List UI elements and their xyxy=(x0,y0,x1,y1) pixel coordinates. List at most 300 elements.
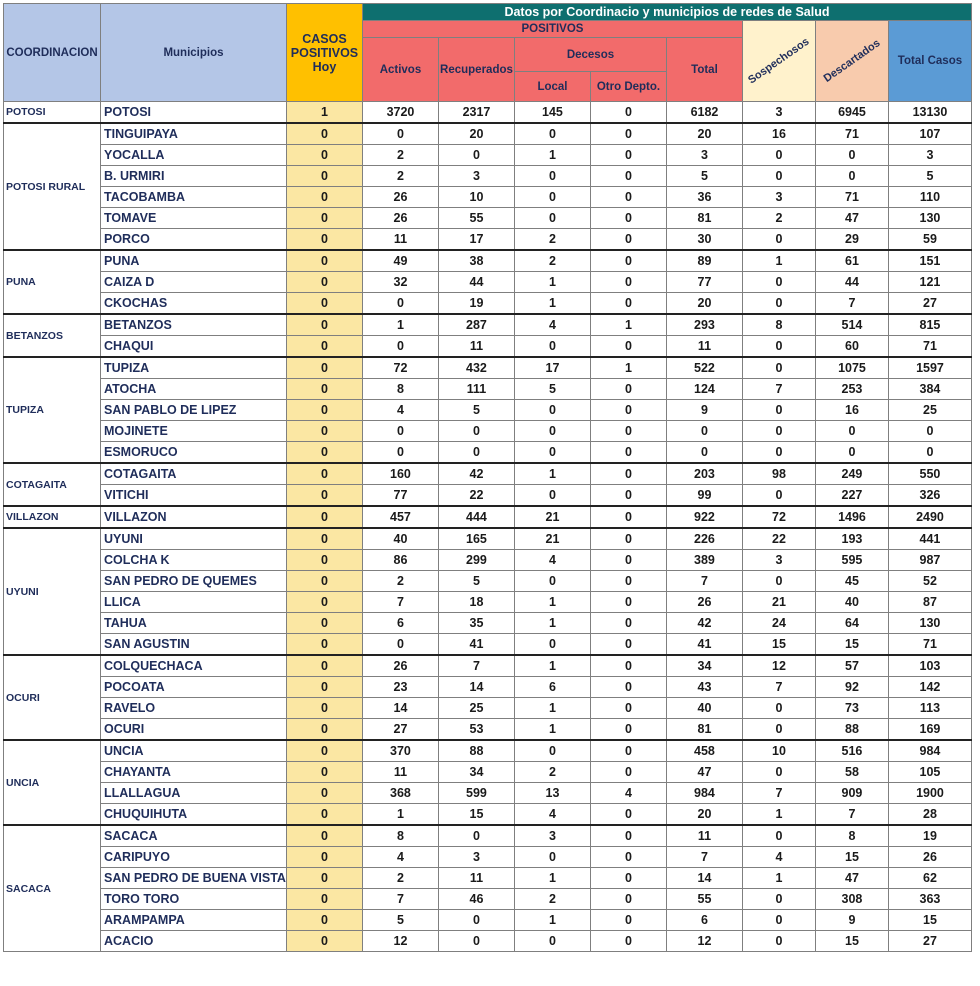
municipio-cell: ATOCHA xyxy=(101,379,287,400)
municipio-cell: TOMAVE xyxy=(101,208,287,229)
value-cell: 57 xyxy=(815,655,888,677)
value-cell: 15 xyxy=(742,634,815,656)
value-cell: 36 xyxy=(666,187,742,208)
value-cell: 0 xyxy=(666,421,742,442)
value-cell: 0 xyxy=(888,442,971,464)
coordinacion-cell: BETANZOS xyxy=(4,314,101,357)
coordinacion-cell: SACACA xyxy=(4,825,101,952)
table-row xyxy=(4,293,972,315)
table-row xyxy=(4,868,972,889)
value-cell: 13130 xyxy=(888,102,971,124)
table-row xyxy=(4,847,972,868)
municipio-cell: PUNA xyxy=(101,250,287,272)
table-row xyxy=(4,421,972,442)
value-cell: 4 xyxy=(590,783,666,804)
table-row xyxy=(4,357,972,379)
value-cell: 5 xyxy=(438,400,514,421)
value-cell: 0 xyxy=(590,272,666,293)
table-row xyxy=(4,166,972,187)
value-cell: 0 xyxy=(742,719,815,741)
value-cell: 444 xyxy=(438,506,514,528)
value-cell: 0 xyxy=(590,336,666,358)
casos-hoy-cell: 0 xyxy=(286,208,362,229)
value-cell: 1 xyxy=(514,613,590,634)
value-cell: 7 xyxy=(815,293,888,315)
value-cell: 43 xyxy=(666,677,742,698)
casos-hoy-cell: 0 xyxy=(286,804,362,826)
value-cell: 0 xyxy=(590,528,666,550)
coordinacion-cell: POTOSI RURAL xyxy=(4,123,101,250)
value-cell: 40 xyxy=(815,592,888,613)
value-cell: 20 xyxy=(666,293,742,315)
municipio-cell: SAN PEDRO DE QUEMES xyxy=(101,571,287,592)
municipio-cell: ESMORUCO xyxy=(101,442,287,464)
value-cell: 26 xyxy=(362,208,438,229)
header-total-casos: Total Casos xyxy=(888,21,971,102)
casos-hoy-cell: 0 xyxy=(286,187,362,208)
casos-hoy-cell: 0 xyxy=(286,868,362,889)
value-cell: 15 xyxy=(815,847,888,868)
casos-hoy-cell: 0 xyxy=(286,847,362,868)
value-cell: 0 xyxy=(514,931,590,952)
value-cell: 0 xyxy=(514,634,590,656)
value-cell: 47 xyxy=(815,208,888,229)
value-cell: 11 xyxy=(438,868,514,889)
municipio-cell: LLICA xyxy=(101,592,287,613)
value-cell: 7 xyxy=(362,889,438,910)
header-local: Local xyxy=(514,72,590,102)
value-cell: 1 xyxy=(514,145,590,166)
municipio-cell: SAN PABLO DE LIPEZ xyxy=(101,400,287,421)
value-cell: 4 xyxy=(742,847,815,868)
value-cell: 0 xyxy=(590,931,666,952)
casos-hoy-cell: 0 xyxy=(286,379,362,400)
header-decesos: Decesos xyxy=(514,38,666,72)
value-cell: 99 xyxy=(666,485,742,507)
casos-hoy-cell: 0 xyxy=(286,613,362,634)
value-cell: 0 xyxy=(514,336,590,358)
table-row xyxy=(4,272,972,293)
value-cell: 0 xyxy=(590,293,666,315)
value-cell: 77 xyxy=(362,485,438,507)
value-cell: 7 xyxy=(815,804,888,826)
value-cell: 293 xyxy=(666,314,742,336)
value-cell: 5 xyxy=(888,166,971,187)
value-cell: 20 xyxy=(666,804,742,826)
value-cell: 7 xyxy=(362,592,438,613)
casos-hoy-cell: 0 xyxy=(286,910,362,931)
value-cell: 151 xyxy=(888,250,971,272)
value-cell: 1 xyxy=(514,910,590,931)
value-cell: 0 xyxy=(590,698,666,719)
casos-hoy-cell: 0 xyxy=(286,123,362,145)
value-cell: 60 xyxy=(815,336,888,358)
value-cell: 3 xyxy=(742,550,815,571)
municipio-cell: CHAQUI xyxy=(101,336,287,358)
value-cell: 1 xyxy=(514,719,590,741)
table-row xyxy=(4,550,972,571)
value-cell: 29 xyxy=(815,229,888,251)
value-cell: 0 xyxy=(590,613,666,634)
value-cell: 130 xyxy=(888,613,971,634)
casos-hoy-cell: 0 xyxy=(286,550,362,571)
value-cell: 23 xyxy=(362,677,438,698)
municipio-cell: PORCO xyxy=(101,229,287,251)
value-cell: 308 xyxy=(815,889,888,910)
value-cell: 25 xyxy=(888,400,971,421)
municipio-cell: VILLAZON xyxy=(101,506,287,528)
table-row xyxy=(4,655,972,677)
value-cell: 165 xyxy=(438,528,514,550)
value-cell: 432 xyxy=(438,357,514,379)
value-cell: 81 xyxy=(666,208,742,229)
header-activos: Activos xyxy=(362,38,438,102)
value-cell: 8 xyxy=(362,825,438,847)
value-cell: 21 xyxy=(514,528,590,550)
value-cell: 458 xyxy=(666,740,742,762)
value-cell: 0 xyxy=(590,740,666,762)
value-cell: 1 xyxy=(514,293,590,315)
value-cell: 41 xyxy=(438,634,514,656)
casos-hoy-cell: 0 xyxy=(286,421,362,442)
value-cell: 0 xyxy=(514,123,590,145)
casos-hoy-cell: 0 xyxy=(286,783,362,804)
value-cell: 72 xyxy=(362,357,438,379)
value-cell: 1496 xyxy=(815,506,888,528)
value-cell: 81 xyxy=(666,719,742,741)
value-cell: 111 xyxy=(438,379,514,400)
casos-hoy-cell: 0 xyxy=(286,400,362,421)
value-cell: 49 xyxy=(362,250,438,272)
table-row xyxy=(4,825,972,847)
value-cell: 61 xyxy=(815,250,888,272)
value-cell: 42 xyxy=(666,613,742,634)
value-cell: 249 xyxy=(815,463,888,485)
municipio-cell: SAN AGUSTIN xyxy=(101,634,287,656)
value-cell: 1900 xyxy=(888,783,971,804)
value-cell: 0 xyxy=(815,145,888,166)
value-cell: 3 xyxy=(888,145,971,166)
value-cell: 16 xyxy=(815,400,888,421)
value-cell: 0 xyxy=(742,400,815,421)
value-cell: 169 xyxy=(888,719,971,741)
value-cell: 3 xyxy=(438,166,514,187)
value-cell: 0 xyxy=(362,293,438,315)
value-cell: 40 xyxy=(362,528,438,550)
value-cell: 3 xyxy=(742,187,815,208)
value-cell: 0 xyxy=(742,145,815,166)
value-cell: 5 xyxy=(514,379,590,400)
value-cell: 0 xyxy=(514,485,590,507)
value-cell: 12 xyxy=(362,931,438,952)
value-cell: 253 xyxy=(815,379,888,400)
casos-hoy-cell: 0 xyxy=(286,442,362,464)
value-cell: 1 xyxy=(590,314,666,336)
value-cell: 0 xyxy=(590,847,666,868)
casos-hoy-cell: 0 xyxy=(286,250,362,272)
value-cell: 0 xyxy=(590,229,666,251)
value-cell: 0 xyxy=(815,442,888,464)
value-cell: 0 xyxy=(514,847,590,868)
table-row xyxy=(4,889,972,910)
value-cell: 0 xyxy=(590,634,666,656)
value-cell: 38 xyxy=(438,250,514,272)
value-cell: 0 xyxy=(362,123,438,145)
value-cell: 0 xyxy=(742,293,815,315)
value-cell: 0 xyxy=(742,485,815,507)
value-cell: 514 xyxy=(815,314,888,336)
value-cell: 21 xyxy=(742,592,815,613)
value-cell: 64 xyxy=(815,613,888,634)
value-cell: 984 xyxy=(666,783,742,804)
value-cell: 52 xyxy=(888,571,971,592)
value-cell: 0 xyxy=(438,825,514,847)
municipio-cell: BETANZOS xyxy=(101,314,287,336)
value-cell: 98 xyxy=(742,463,815,485)
value-cell: 0 xyxy=(742,762,815,783)
value-cell: 7 xyxy=(666,847,742,868)
header-casos-hoy: CASOS POSITIVOS Hoy xyxy=(286,4,362,102)
value-cell: 1 xyxy=(514,698,590,719)
value-cell: 0 xyxy=(514,187,590,208)
casos-hoy-cell: 0 xyxy=(286,889,362,910)
coordinacion-cell: UYUNI xyxy=(4,528,101,655)
value-cell: 62 xyxy=(888,868,971,889)
value-cell: 0 xyxy=(438,421,514,442)
table-row xyxy=(4,698,972,719)
table-row xyxy=(4,783,972,804)
casos-hoy-cell: 0 xyxy=(286,528,362,550)
value-cell: 1 xyxy=(514,592,590,613)
value-cell: 15 xyxy=(815,634,888,656)
value-cell: 0 xyxy=(590,442,666,464)
table-row xyxy=(4,314,972,336)
value-cell: 14 xyxy=(438,677,514,698)
value-cell: 2 xyxy=(514,250,590,272)
value-cell: 58 xyxy=(815,762,888,783)
value-cell: 0 xyxy=(514,442,590,464)
value-cell: 922 xyxy=(666,506,742,528)
value-cell: 88 xyxy=(438,740,514,762)
value-cell: 17 xyxy=(514,357,590,379)
value-cell: 3 xyxy=(742,102,815,124)
value-cell: 0 xyxy=(590,102,666,124)
table-row xyxy=(4,463,972,485)
sospechosos-label: Sospechosos xyxy=(746,35,812,87)
value-cell: 124 xyxy=(666,379,742,400)
value-cell: 8 xyxy=(815,825,888,847)
value-cell: 0 xyxy=(590,421,666,442)
header-coordinacion: COORDINACION xyxy=(4,4,101,102)
casos-hoy-cell: 0 xyxy=(286,357,362,379)
casos-hoy-cell: 0 xyxy=(286,740,362,762)
covid-table-container xyxy=(3,3,972,952)
value-cell: 0 xyxy=(514,421,590,442)
table-row xyxy=(4,102,972,124)
value-cell: 0 xyxy=(742,357,815,379)
casos-hoy-cell: 0 xyxy=(286,571,362,592)
table-row xyxy=(4,145,972,166)
value-cell: 89 xyxy=(666,250,742,272)
value-cell: 0 xyxy=(742,272,815,293)
casos-hoy-cell: 0 xyxy=(286,506,362,528)
value-cell: 0 xyxy=(438,145,514,166)
value-cell: 2 xyxy=(514,229,590,251)
municipio-cell: TAHUA xyxy=(101,613,287,634)
value-cell: 11 xyxy=(362,762,438,783)
municipio-cell: OCURI xyxy=(101,719,287,741)
value-cell: 20 xyxy=(666,123,742,145)
value-cell: 11 xyxy=(438,336,514,358)
table-row xyxy=(4,336,972,358)
value-cell: 2317 xyxy=(438,102,514,124)
value-cell: 55 xyxy=(666,889,742,910)
table-header xyxy=(4,4,972,102)
value-cell: 10 xyxy=(438,187,514,208)
value-cell: 0 xyxy=(815,166,888,187)
value-cell: 0 xyxy=(362,634,438,656)
value-cell: 34 xyxy=(666,655,742,677)
value-cell: 815 xyxy=(888,314,971,336)
table-row xyxy=(4,719,972,741)
casos-hoy-cell: 0 xyxy=(286,698,362,719)
table-row xyxy=(4,208,972,229)
value-cell: 16 xyxy=(742,123,815,145)
value-cell: 2 xyxy=(514,889,590,910)
value-cell: 0 xyxy=(590,166,666,187)
casos-hoy-cell: 0 xyxy=(286,485,362,507)
value-cell: 299 xyxy=(438,550,514,571)
municipio-cell: LLALLAGUA xyxy=(101,783,287,804)
value-cell: 226 xyxy=(666,528,742,550)
casos-hoy-cell: 0 xyxy=(286,677,362,698)
casos-hoy-cell: 0 xyxy=(286,719,362,741)
covid-data-table xyxy=(3,3,972,952)
value-cell: 384 xyxy=(888,379,971,400)
value-cell: 15 xyxy=(888,910,971,931)
value-cell: 8 xyxy=(362,379,438,400)
value-cell: 0 xyxy=(590,804,666,826)
value-cell: 0 xyxy=(590,208,666,229)
value-cell: 0 xyxy=(362,421,438,442)
table-row xyxy=(4,804,972,826)
table-row xyxy=(4,123,972,145)
value-cell: 71 xyxy=(888,634,971,656)
coordinacion-cell: OCURI xyxy=(4,655,101,740)
header-otro-depto: Otro Depto. xyxy=(590,72,666,102)
value-cell: 145 xyxy=(514,102,590,124)
value-cell: 30 xyxy=(666,229,742,251)
coordinacion-cell: PUNA xyxy=(4,250,101,314)
value-cell: 73 xyxy=(815,698,888,719)
municipio-cell: TORO TORO xyxy=(101,889,287,910)
value-cell: 0 xyxy=(590,400,666,421)
value-cell: 363 xyxy=(888,889,971,910)
table-row xyxy=(4,250,972,272)
value-cell: 2 xyxy=(362,145,438,166)
value-cell: 2 xyxy=(514,762,590,783)
value-cell: 35 xyxy=(438,613,514,634)
value-cell: 599 xyxy=(438,783,514,804)
descartados-label: Descartados xyxy=(821,37,883,85)
value-cell: 0 xyxy=(888,421,971,442)
value-cell: 0 xyxy=(742,698,815,719)
value-cell: 0 xyxy=(514,571,590,592)
municipio-cell: POCOATA xyxy=(101,677,287,698)
table-row xyxy=(4,400,972,421)
casos-hoy-cell: 0 xyxy=(286,463,362,485)
value-cell: 0 xyxy=(590,868,666,889)
value-cell: 9 xyxy=(815,910,888,931)
table-row xyxy=(4,762,972,783)
value-cell: 26 xyxy=(666,592,742,613)
value-cell: 105 xyxy=(888,762,971,783)
value-cell: 77 xyxy=(666,272,742,293)
value-cell: 3720 xyxy=(362,102,438,124)
municipio-cell: SAN PEDRO DE BUENA VISTA xyxy=(101,868,287,889)
value-cell: 2 xyxy=(742,208,815,229)
table-row xyxy=(4,592,972,613)
value-cell: 0 xyxy=(590,145,666,166)
municipio-cell: CKOCHAS xyxy=(101,293,287,315)
table-row xyxy=(4,571,972,592)
value-cell: 0 xyxy=(590,123,666,145)
value-cell: 9 xyxy=(666,400,742,421)
municipio-cell: SACACA xyxy=(101,825,287,847)
value-cell: 0 xyxy=(742,166,815,187)
value-cell: 1 xyxy=(742,868,815,889)
value-cell: 7 xyxy=(742,379,815,400)
table-row xyxy=(4,485,972,507)
value-cell: 0 xyxy=(590,677,666,698)
coordinacion-cell: POTOSI xyxy=(4,102,101,124)
casos-hoy-cell: 0 xyxy=(286,592,362,613)
value-cell: 0 xyxy=(742,336,815,358)
value-cell: 47 xyxy=(815,868,888,889)
value-cell: 193 xyxy=(815,528,888,550)
value-cell: 71 xyxy=(815,123,888,145)
value-cell: 1 xyxy=(514,272,590,293)
municipio-cell: UNCIA xyxy=(101,740,287,762)
casos-hoy-cell: 0 xyxy=(286,336,362,358)
value-cell: 7 xyxy=(666,571,742,592)
value-cell: 11 xyxy=(666,336,742,358)
value-cell: 0 xyxy=(514,400,590,421)
value-cell: 227 xyxy=(815,485,888,507)
casos-hoy-cell: 0 xyxy=(286,229,362,251)
value-cell: 0 xyxy=(590,762,666,783)
municipio-cell: TINGUIPAYA xyxy=(101,123,287,145)
value-cell: 19 xyxy=(438,293,514,315)
table-row xyxy=(4,506,972,528)
value-cell: 34 xyxy=(438,762,514,783)
value-cell: 3 xyxy=(666,145,742,166)
value-cell: 0 xyxy=(666,442,742,464)
value-cell: 0 xyxy=(590,571,666,592)
value-cell: 45 xyxy=(815,571,888,592)
value-cell: 7 xyxy=(742,677,815,698)
value-cell: 326 xyxy=(888,485,971,507)
value-cell: 0 xyxy=(362,442,438,464)
municipio-cell: CHUQUIHUTA xyxy=(101,804,287,826)
value-cell: 6182 xyxy=(666,102,742,124)
value-cell: 4 xyxy=(514,550,590,571)
coordinacion-cell: COTAGAITA xyxy=(4,463,101,506)
value-cell: 53 xyxy=(438,719,514,741)
value-cell: 71 xyxy=(888,336,971,358)
value-cell: 0 xyxy=(742,825,815,847)
value-cell: 4 xyxy=(362,400,438,421)
